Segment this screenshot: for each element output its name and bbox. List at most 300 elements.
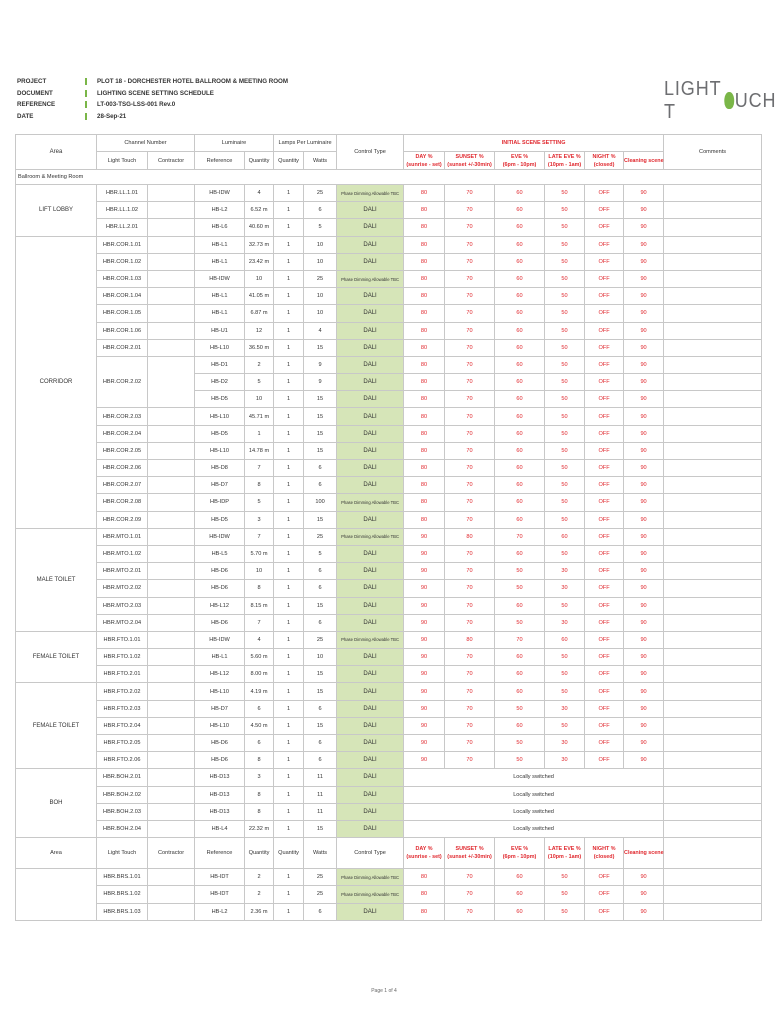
scene-value: 70 <box>445 869 495 886</box>
luminaire-quantity: 8 <box>245 786 274 803</box>
scene-value: 90 <box>624 460 664 477</box>
light-touch-channel: HBR.BOH.2.03 <box>97 803 148 820</box>
light-touch-channel: HBR.COR.2.07 <box>97 477 148 494</box>
comments-cell <box>664 305 762 322</box>
comments-cell <box>664 752 762 769</box>
comments-cell <box>664 511 762 528</box>
luminaire-reference: HB-D6 <box>195 614 245 631</box>
scene-value: 70 <box>445 649 495 666</box>
lamp-quantity: 1 <box>274 820 304 837</box>
luminaire-reference: HB-L1 <box>195 649 245 666</box>
lamp-watts: 6 <box>304 563 337 580</box>
scene-value: 90 <box>624 563 664 580</box>
comments-cell <box>664 903 762 920</box>
scene-value: OFF <box>585 903 624 920</box>
scene-value: 30 <box>545 614 585 631</box>
scene-value: 80 <box>404 270 445 287</box>
table-row <box>16 614 762 631</box>
scene-name: EVE % <box>511 846 529 853</box>
col-scene <box>545 152 585 170</box>
lamp-quantity: 1 <box>274 356 304 373</box>
luminaire-quantity: 2 <box>245 869 274 886</box>
scene-value: 90 <box>624 477 664 494</box>
luminaire-reference: HB-D13 <box>195 769 245 786</box>
scene-value: 50 <box>545 460 585 477</box>
scene-value: 60 <box>495 683 545 700</box>
scene-value: 70 <box>445 563 495 580</box>
light-touch-channel: HBR.COR.1.03 <box>97 270 148 287</box>
scene-value: 50 <box>495 735 545 752</box>
light-touch-channel: HBR.COR.2.06 <box>97 460 148 477</box>
scene-time: (10pm - 1am) <box>547 854 582 861</box>
lamp-watts: 15 <box>304 408 337 425</box>
scene-name: Cleaning scene <box>624 850 664 857</box>
table-row <box>16 545 762 562</box>
col-contractor: Contractor <box>148 152 195 170</box>
contractor-channel <box>148 425 195 442</box>
luminaire-reference: HB-D6 <box>195 580 245 597</box>
scene-value: 90 <box>404 614 445 631</box>
scene-value: OFF <box>585 305 624 322</box>
control-type: DALI <box>337 700 404 717</box>
comments-cell <box>664 494 762 511</box>
control-type: DALI <box>337 356 404 373</box>
scene-value: 60 <box>495 322 545 339</box>
lamp-watts: 10 <box>304 236 337 253</box>
scene-time: (sunset +/-30min) <box>447 854 492 861</box>
lamp-watts: 15 <box>304 339 337 356</box>
scene-value: OFF <box>585 614 624 631</box>
luminaire-quantity: 4.19 m <box>245 683 274 700</box>
light-touch-channel: HBR.FTO.2.02 <box>97 683 148 700</box>
control-type: DALI <box>337 442 404 459</box>
area-name: FEMALE TOILET <box>16 631 97 683</box>
lamp-quantity: 1 <box>274 185 304 202</box>
contractor-channel <box>148 803 195 820</box>
scene-value: 90 <box>624 903 664 920</box>
scene-value: 70 <box>445 903 495 920</box>
luminaire-reference: HB-D13 <box>195 786 245 803</box>
table-row <box>16 528 762 545</box>
comments-cell <box>664 528 762 545</box>
luminaire-reference: HB-D2 <box>195 374 245 391</box>
scene-value: 80 <box>404 442 445 459</box>
lamp-quantity: 1 <box>274 270 304 287</box>
luminaire-reference: HB-IDP <box>195 494 245 511</box>
lamp-quantity: 1 <box>274 494 304 511</box>
luminaire-quantity: 8 <box>245 580 274 597</box>
scene-value: 90 <box>404 700 445 717</box>
scene-value: OFF <box>585 460 624 477</box>
scene-value: 60 <box>495 511 545 528</box>
lamp-watts: 15 <box>304 666 337 683</box>
light-touch-channel: HBR.COR.2.09 <box>97 511 148 528</box>
scene-value: 50 <box>545 683 585 700</box>
table-row <box>16 219 762 236</box>
luminaire-quantity: 14.78 m <box>245 442 274 459</box>
scene-value: 60 <box>495 597 545 614</box>
scene-value: OFF <box>585 511 624 528</box>
scene-value: 70 <box>495 528 545 545</box>
light-touch-channel: HBR.FTO.2.03 <box>97 700 148 717</box>
scene-value: 70 <box>445 185 495 202</box>
luminaire-quantity: 3 <box>245 769 274 786</box>
lamp-watts: 9 <box>304 356 337 373</box>
scene-value: 80 <box>404 185 445 202</box>
lamp-quantity: 1 <box>274 425 304 442</box>
scene-value: 90 <box>624 253 664 270</box>
table-row <box>16 666 762 683</box>
scene-name: DAY % <box>415 153 433 160</box>
logo-text-right: UCH <box>734 89 776 112</box>
comments-cell <box>664 717 762 734</box>
light-touch-channel: HBR.LL.1.02 <box>97 202 148 219</box>
lamp-quantity: 1 <box>274 545 304 562</box>
luminaire-quantity: 8 <box>245 477 274 494</box>
scene-value: 70 <box>445 511 495 528</box>
scene-value: OFF <box>585 869 624 886</box>
scene-value: 90 <box>624 202 664 219</box>
light-touch-channel: HBR.FTO.2.04 <box>97 717 148 734</box>
col-watts: Watts <box>304 838 337 869</box>
luminaire-quantity: 5.70 m <box>245 545 274 562</box>
scene-value: 60 <box>495 869 545 886</box>
scene-value: 70 <box>445 236 495 253</box>
scene-value: 50 <box>545 408 585 425</box>
luminaire-reference: HB-U1 <box>195 322 245 339</box>
lamp-quantity: 1 <box>274 769 304 786</box>
luminaire-quantity: 5 <box>245 494 274 511</box>
light-touch-channel: HBR.BOH.2.02 <box>97 786 148 803</box>
luminaire-reference: HB-D6 <box>195 563 245 580</box>
meta-row <box>17 88 288 100</box>
light-touch-channel: HBR.COR.1.06 <box>97 322 148 339</box>
contractor-channel <box>148 408 195 425</box>
contractor-channel <box>148 545 195 562</box>
luminaire-reference: HB-D6 <box>195 752 245 769</box>
col-quantity: Quantity <box>274 838 304 869</box>
scene-value: 50 <box>495 580 545 597</box>
lamp-watts: 15 <box>304 597 337 614</box>
luminaire-quantity: 6 <box>245 700 274 717</box>
scene-value: 50 <box>545 511 585 528</box>
control-type: DALI <box>337 322 404 339</box>
lamp-watts: 10 <box>304 288 337 305</box>
scene-value: 90 <box>624 322 664 339</box>
scene-value: OFF <box>585 735 624 752</box>
header-row-repeat <box>16 838 762 869</box>
scene-value: 70 <box>445 219 495 236</box>
scene-value: OFF <box>585 253 624 270</box>
scene-value: OFF <box>585 494 624 511</box>
luminaire-reference: HB-L1 <box>195 253 245 270</box>
col-scene <box>624 152 664 170</box>
light-touch-channel: HBR.COR.2.04 <box>97 425 148 442</box>
light-touch-channel: HBR.MTO.2.04 <box>97 614 148 631</box>
scene-value: 60 <box>495 391 545 408</box>
comments-cell <box>664 477 762 494</box>
lamp-quantity: 1 <box>274 717 304 734</box>
lamp-watts: 15 <box>304 717 337 734</box>
scene-value: 70 <box>445 356 495 373</box>
control-type: DALI <box>337 477 404 494</box>
area-name: CORRIDOR <box>16 236 97 528</box>
luminaire-reference: HB-IDT <box>195 886 245 903</box>
light-touch-logo <box>664 78 776 124</box>
scene-value: 50 <box>545 886 585 903</box>
luminaire-quantity: 36.50 m <box>245 339 274 356</box>
scene-value: OFF <box>585 288 624 305</box>
scene-name: LATE EVE % <box>548 846 581 853</box>
col-area: Area <box>16 838 97 869</box>
luminaire-quantity: 3 <box>245 511 274 528</box>
light-touch-channel: HBR.BOH.2.04 <box>97 820 148 837</box>
scene-value: 80 <box>404 202 445 219</box>
luminaire-quantity: 8 <box>245 752 274 769</box>
light-touch-channel: HBR.FTO.2.01 <box>97 666 148 683</box>
comments-cell <box>664 339 762 356</box>
lamp-quantity: 1 <box>274 869 304 886</box>
scene-value: 70 <box>445 494 495 511</box>
table-row <box>16 356 762 373</box>
control-type: Phase Dimming Allowable TBC <box>337 869 404 886</box>
table-row <box>16 717 762 734</box>
col-light_touch: Light Touch <box>97 152 148 170</box>
table-row <box>16 649 762 666</box>
luminaire-quantity: 4 <box>245 185 274 202</box>
scene-value: 70 <box>495 631 545 648</box>
contractor-channel <box>148 735 195 752</box>
table-row <box>16 903 762 920</box>
lamp-watts: 25 <box>304 185 337 202</box>
table-row <box>16 305 762 322</box>
scene-value: 60 <box>495 460 545 477</box>
light-touch-channel: HBR.MTO.1.02 <box>97 545 148 562</box>
luminaire-quantity: 6 <box>245 735 274 752</box>
light-touch-channel: HBR.MTO.2.03 <box>97 597 148 614</box>
scene-value: 80 <box>404 219 445 236</box>
comments-cell <box>664 356 762 373</box>
light-touch-channel: HBR.FTO.2.05 <box>97 735 148 752</box>
control-type: Phase Dimming Allowable TBC <box>337 631 404 648</box>
scene-value: OFF <box>585 408 624 425</box>
luminaire-reference: HB-L12 <box>195 666 245 683</box>
scene-value: 50 <box>545 545 585 562</box>
luminaire-reference: HB-L5 <box>195 545 245 562</box>
table-row <box>16 477 762 494</box>
col-control-type: Control Type <box>337 135 404 170</box>
lamp-watts: 6 <box>304 580 337 597</box>
scene-value: 90 <box>624 288 664 305</box>
table-row <box>16 253 762 270</box>
scene-value: 90 <box>624 869 664 886</box>
lamp-watts: 6 <box>304 477 337 494</box>
scene-value: 60 <box>495 494 545 511</box>
scene-value: 50 <box>545 339 585 356</box>
table-row <box>16 339 762 356</box>
scene-value: 90 <box>624 236 664 253</box>
scene-value: 50 <box>545 391 585 408</box>
meta-row <box>17 111 288 123</box>
luminaire-reference: HB-IDW <box>195 185 245 202</box>
luminaire-quantity: 5 <box>245 374 274 391</box>
scene-value: 70 <box>445 580 495 597</box>
comments-cell <box>664 769 762 786</box>
lamp-quantity: 1 <box>274 477 304 494</box>
comments-cell <box>664 820 762 837</box>
scene-value: 90 <box>624 700 664 717</box>
lamp-quantity: 1 <box>274 511 304 528</box>
scene-value: 60 <box>545 528 585 545</box>
scene-value: 50 <box>545 356 585 373</box>
col-scene <box>445 152 495 170</box>
lamp-watts: 15 <box>304 425 337 442</box>
lamp-quantity: 1 <box>274 886 304 903</box>
scene-value: 90 <box>624 511 664 528</box>
scene-name: NIGHT % <box>592 846 616 853</box>
scene-value: 80 <box>404 253 445 270</box>
luminaire-quantity: 10 <box>245 563 274 580</box>
scene-name: NIGHT % <box>592 153 616 160</box>
scene-value: 90 <box>624 631 664 648</box>
scene-value: 50 <box>545 903 585 920</box>
luminaire-quantity: 32.73 m <box>245 236 274 253</box>
scene-value: 60 <box>495 236 545 253</box>
col-scene <box>404 152 445 170</box>
light-touch-channel: HBR.FTO.2.06 <box>97 752 148 769</box>
control-type: DALI <box>337 545 404 562</box>
col-light_touch: Light Touch <box>97 838 148 869</box>
header-row <box>16 135 762 152</box>
scene-value: 50 <box>495 700 545 717</box>
col-luminaire: Luminaire <box>195 135 274 152</box>
contractor-channel <box>148 511 195 528</box>
lamp-watts: 25 <box>304 270 337 287</box>
scene-value: 30 <box>545 735 585 752</box>
luminaire-reference: HB-L4 <box>195 820 245 837</box>
scene-value: 90 <box>624 735 664 752</box>
luminaire-reference: HB-L1 <box>195 288 245 305</box>
contractor-channel <box>148 322 195 339</box>
contractor-channel <box>148 236 195 253</box>
scene-value: OFF <box>585 580 624 597</box>
contractor-channel <box>148 528 195 545</box>
col-scene <box>404 838 445 869</box>
comments-cell <box>664 545 762 562</box>
luminaire-quantity: 12 <box>245 322 274 339</box>
scene-value: 70 <box>445 545 495 562</box>
scene-value: 30 <box>545 580 585 597</box>
table-row <box>16 442 762 459</box>
scene-setting-table <box>15 134 762 921</box>
scene-name: SUNSET % <box>455 846 484 853</box>
scene-value: OFF <box>585 666 624 683</box>
light-touch-channel: HBR.BRS.1.01 <box>97 869 148 886</box>
luminaire-reference: HB-IDW <box>195 631 245 648</box>
luminaire-reference: HB-D7 <box>195 700 245 717</box>
comments-cell <box>664 185 762 202</box>
lamp-watts: 11 <box>304 786 337 803</box>
scene-value: 50 <box>545 288 585 305</box>
lamp-quantity: 1 <box>274 374 304 391</box>
control-type: DALI <box>337 391 404 408</box>
lamp-quantity: 1 <box>274 460 304 477</box>
scene-value: 50 <box>545 202 585 219</box>
scene-time: (sunset +/-30min) <box>447 161 492 168</box>
scene-value: 90 <box>404 752 445 769</box>
lamp-watts: 15 <box>304 820 337 837</box>
scene-value: 50 <box>545 270 585 287</box>
table-row <box>16 580 762 597</box>
contractor-channel <box>148 700 195 717</box>
contractor-channel <box>148 869 195 886</box>
scene-value: 50 <box>545 869 585 886</box>
light-touch-channel: HBR.COR.2.02 <box>97 356 148 408</box>
lamp-quantity: 1 <box>274 752 304 769</box>
scene-value: 60 <box>495 356 545 373</box>
scene-value: OFF <box>585 477 624 494</box>
scene-value: OFF <box>585 717 624 734</box>
meta-key: PROJECT <box>17 78 47 85</box>
luminaire-quantity: 45.71 m <box>245 408 274 425</box>
luminaire-quantity: 4 <box>245 631 274 648</box>
meta-row <box>17 76 288 88</box>
scene-value: 70 <box>445 202 495 219</box>
table-row <box>16 803 762 820</box>
comments-cell <box>664 786 762 803</box>
scene-value: 90 <box>624 666 664 683</box>
contractor-channel <box>148 631 195 648</box>
scene-value: 70 <box>445 408 495 425</box>
scene-value: 80 <box>404 288 445 305</box>
lamp-watts: 15 <box>304 442 337 459</box>
lamp-watts: 5 <box>304 219 337 236</box>
scene-value: 80 <box>404 477 445 494</box>
contractor-channel <box>148 219 195 236</box>
scene-value: 80 <box>404 903 445 920</box>
comments-cell <box>664 374 762 391</box>
comments-cell <box>664 270 762 287</box>
control-type: DALI <box>337 253 404 270</box>
scene-value: 60 <box>495 374 545 391</box>
comments-cell <box>664 666 762 683</box>
light-touch-channel: HBR.COR.1.04 <box>97 288 148 305</box>
scene-value: OFF <box>585 356 624 373</box>
table-row <box>16 700 762 717</box>
comments-cell <box>664 408 762 425</box>
scene-value: 60 <box>495 903 545 920</box>
scene-value: 90 <box>624 683 664 700</box>
scene-value: 70 <box>445 614 495 631</box>
control-type: Phase Dimming Allowable TBC <box>337 528 404 545</box>
scene-value: 70 <box>445 442 495 459</box>
scene-value: 90 <box>624 580 664 597</box>
scene-value: 80 <box>404 494 445 511</box>
scene-value: 80 <box>404 425 445 442</box>
scene-value: 70 <box>445 374 495 391</box>
col-initial-scene: INITIAL SCENE SETTING <box>404 135 664 152</box>
meta-value: LT-003-TSG-LSS-001 Rev.0 <box>97 101 176 108</box>
lamp-quantity: 1 <box>274 219 304 236</box>
lamp-quantity: 1 <box>274 803 304 820</box>
luminaire-reference: HB-D13 <box>195 803 245 820</box>
scene-value: OFF <box>585 597 624 614</box>
scene-value: 90 <box>404 631 445 648</box>
scene-value: 70 <box>445 322 495 339</box>
lamp-watts: 9 <box>304 374 337 391</box>
meta-value: 28-Sep-21 <box>97 112 127 120</box>
comments-cell <box>664 202 762 219</box>
